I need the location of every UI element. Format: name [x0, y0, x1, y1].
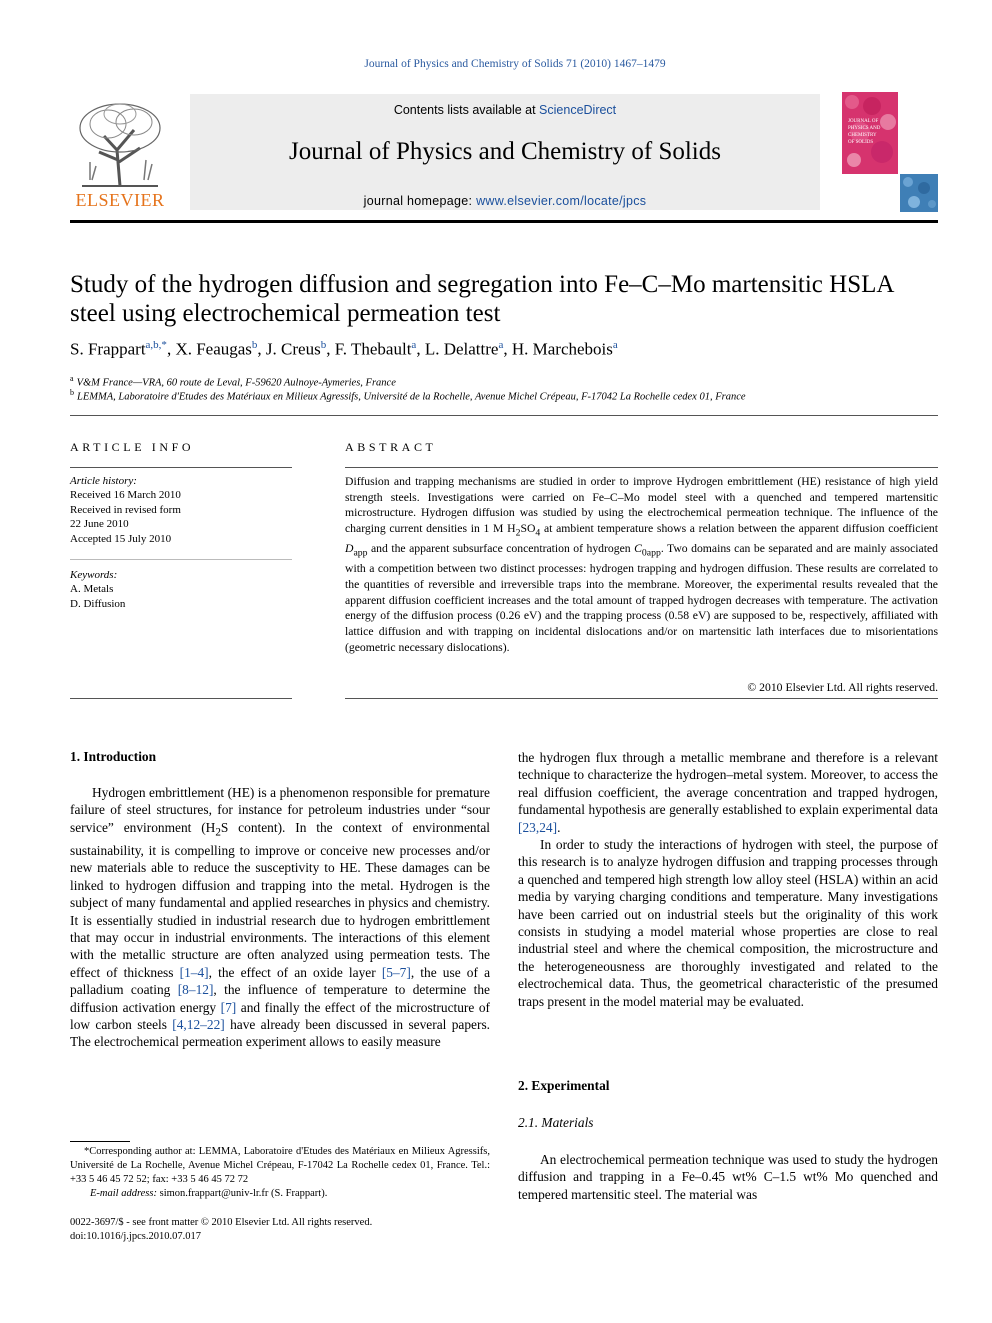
- abstract-subscript: 2: [515, 527, 521, 539]
- footnote-email-line: [70, 1187, 490, 1201]
- abstract-copyright: © 2010 Elsevier Ltd. All rights reserved.: [747, 681, 938, 694]
- author-affiliation-mark[interactable]: a: [612, 339, 618, 351]
- author-affiliation-mark[interactable]: a: [411, 339, 417, 351]
- author-name[interactable]: F. Thebault: [334, 339, 412, 359]
- text-run: .: [557, 819, 561, 835]
- text-run: , the effect of an oxide layer: [208, 964, 382, 980]
- homepage-prefix: journal homepage:: [363, 194, 477, 208]
- text-run: and finally the effect of the microstructure of low carbon steels: [70, 999, 491, 1032]
- journal-banner: [190, 94, 820, 210]
- keyword-item: D. Diffusion: [70, 597, 126, 610]
- abstract-part: SO: [520, 522, 536, 536]
- author-affiliation-mark[interactable]: b: [320, 339, 327, 351]
- svg-text:CHEMISTRY: CHEMISTRY: [848, 133, 877, 138]
- email-address[interactable]: simon.frappart@univ-lr.fr (S. Frappart).: [159, 1188, 328, 1199]
- elsevier-logo[interactable]: [70, 100, 170, 212]
- history-item: Received in revised form: [70, 503, 181, 516]
- affiliation-rule: [70, 415, 938, 416]
- contents-prefix: Contents lists available at: [393, 103, 540, 117]
- elsevier-tree-icon: [74, 100, 166, 188]
- experimental-heading: 2. Experimental: [518, 1078, 610, 1093]
- keyword-item: A. Metals: [70, 583, 114, 596]
- homepage-link[interactable]: www.elsevier.com/locate/jpcs: [476, 194, 647, 208]
- history-item: Accepted 15 July 2010: [70, 532, 172, 545]
- affiliation-text: V&M France—VRA, 60 route de Leval, F-59620 Aulnoye-Aymeries, France: [76, 377, 396, 389]
- right-column: [518, 749, 938, 1010]
- abstract-subscript: app: [353, 547, 368, 559]
- left-column: [70, 784, 490, 1051]
- materials-paragraph: An electrochemical permeation technique was used to study the hydrogen diffusion and trapping in a Fe–0.45 wt% C–1.5 wt% Mo quenched and tempered martensitic steel. The material was: [518, 1152, 938, 1202]
- introduction-heading: 1. Introduction: [70, 749, 157, 764]
- keywords-label: Keywords:: [70, 569, 118, 581]
- author-list: S. Frappart$^{a,b,*}$, X. Feaugas$^b$, J. Creus$^b$, F. Thebault$^a$, L. Delattre$^a$, H. Marchebois$^a$: [70, 339, 618, 359]
- front-matter: [70, 1216, 372, 1244]
- citation-link[interactable]: [7]: [220, 999, 237, 1015]
- abstract-text: [345, 474, 938, 655]
- text-run: , the influence of temperature to determine the diffusion activation energy: [70, 982, 490, 1015]
- materials-column: [518, 1151, 938, 1203]
- email-label: E-mail address:: [90, 1188, 160, 1199]
- article-info-rule: [70, 467, 292, 468]
- article-history: [70, 474, 181, 546]
- doi-line[interactable]: doi:10.1016/j.jpcs.2010.07.017: [70, 1231, 201, 1242]
- abstract-part: at ambient temperature shows a relation between the apparent diffusion coefficient: [540, 522, 938, 536]
- footnote-mark: *: [84, 1146, 90, 1157]
- footnote-text: Corresponding author at: LEMMA, Laboratoire d'Etudes des Matériaux en Milieux Agressifs, Université de La Rochelle, Avenue Michel Crépeau, F-17042 La Rochelle cedex 01, France. Tel.: +33 5 46 45 72 52; fax: +33 5 46 45 72 72: [70, 1146, 490, 1185]
- journal-cover-image[interactable]: [842, 92, 938, 212]
- sciencedirect-link[interactable]: ScienceDirect: [539, 103, 617, 117]
- elsevier-wordmark: ELSEVIER: [75, 190, 165, 210]
- citation-link[interactable]: [23,24]: [518, 819, 558, 835]
- text-run: S content). In the context of environmental sustainability, it is compelling to improve or conceive new processes and/or new materials able to reduce the susceptivity to HE. These damages can be linked to hydrogen diffusion and trapping into the metal. Hydrogen is the subject of many fundamental and applied researches in physics and chemistry. It is essentially studied in industrial research due to hydrogen embrittlement that may occur in industrial environments. The interactions of this element with the metallic structure are often analyzed using permeation tests. The effect of thickness: [70, 819, 490, 980]
- footnote-text-line: [70, 1145, 490, 1187]
- author-affiliation-mark[interactable]: a,b,*: [145, 339, 167, 351]
- abstract-end-rule: [345, 698, 938, 699]
- journal-name: Journal of Physics and Chemistry of Solids: [289, 138, 721, 165]
- affiliation-text: LEMMA, Laboratoire d'Etudes des Matériaux en Milieux Agressifs, Université de la Rochelle, Avenue Michel Crépeau, F-17042 La Rochelle cedex 01, France: [77, 391, 746, 403]
- corresponding-author-footnote: [70, 1145, 490, 1201]
- author-name[interactable]: L. Delattre: [424, 339, 499, 359]
- author-name[interactable]: H. Marchebois: [511, 339, 613, 359]
- header-rule: [70, 220, 938, 223]
- article-info-divider: [70, 559, 292, 560]
- article-title: Study of the hydrogen diffusion and segregation into Fe–C–Mo martensitic HSLA steel using electrochemical permeation test: [70, 271, 894, 327]
- text-run: , the use of a palladium coating: [70, 964, 491, 998]
- abstract-part: and the apparent subsurface concentration of hydrogen: [367, 542, 635, 556]
- citation-link[interactable]: [1–4]: [179, 964, 209, 980]
- affiliation-a: [70, 374, 938, 389]
- abstract-part: . Two domains can be separated and are mainly associated with a competition between two distinct processes: hydrogen trapping and hydrogen diffusion. These results are correlated to the quantities of reversible and irreversible traps into the membrane. Moreover, the experimental results revealed that the apparent diffusion coefficient increases and the total amount of trapped hydrogen decreases with temperature. The activation energy of the diffusion process (0.26 eV) and the trapping process (0.58 eV) are supposed to be, respectively, affiliated with lattice diffusion and with trapping on incidental dislocations and/or on martensitic lath interfaces due to misorientations (geometric necessary dislocations).: [345, 542, 938, 654]
- article-info-end-rule: [70, 698, 292, 699]
- abstract-variable: D: [345, 542, 354, 556]
- author-affiliation-mark[interactable]: a: [498, 339, 504, 351]
- history-item: 22 June 2010: [70, 518, 129, 531]
- abstract-subscript: 0app: [641, 547, 661, 559]
- author-name[interactable]: J. Creus: [265, 339, 321, 359]
- materials-heading: 2.1. Materials: [518, 1115, 594, 1130]
- text-run: the hydrogen flux through a metallic membrane and therefore is a relevant technique to characterize the hydrogen–metal system. Moreover, to access the real diffusion coefficient, the average concentration and trapped hydrogen, fundamental hypothesis are generally established to explain experimental data: [518, 750, 938, 818]
- footnote-rule: [70, 1141, 130, 1142]
- abstract-heading: ABSTRACT: [345, 440, 437, 454]
- keywords: [70, 568, 125, 611]
- intro-paragraph-continued: [518, 749, 938, 836]
- svg-text:OF SOLIDS: OF SOLIDS: [848, 140, 874, 145]
- article-info-heading: ARTICLE INFO: [70, 440, 195, 454]
- citation-link[interactable]: [5–7]: [381, 964, 411, 980]
- author-name[interactable]: S. Frappart: [70, 339, 146, 359]
- affiliation-mark: b: [70, 388, 74, 397]
- text-run: Hydrogen embrittlement (HE) is a phenomenon responsible for premature failure of steel structures, for instance for petroleum industries under “sour service” environment (H: [70, 785, 490, 835]
- contents-line: [190, 103, 820, 117]
- citation-link[interactable]: [8–12]: [177, 982, 214, 998]
- author-name[interactable]: X. Feaugas: [175, 339, 252, 359]
- journal-citation[interactable]: Journal of Physics and Chemistry of Solids 71 (2010) 1467–1479: [364, 58, 666, 70]
- history-label: Article history:: [70, 475, 137, 487]
- abstract-subscript: 4: [535, 527, 541, 539]
- homepage-line: [190, 194, 820, 208]
- text-run: have already been discussed in several papers. The electrochemical permeation experiment allows to easily measure: [70, 1016, 491, 1050]
- svg-text:PHYSICS AND: PHYSICS AND: [848, 126, 881, 131]
- issn-line: 0022-3697/$ - see front matter © 2010 Elsevier Ltd. All rights reserved.: [70, 1217, 373, 1228]
- intro-paragraph: [70, 784, 490, 1051]
- intro-paragraph: In order to study the interactions of hydrogen with steel, the purpose of this research is to analyze hydrogen diffusion and trapping processes through a quenched and tempered high strength low alloy steel (HSLA) within an acid media by varying charging conditions and temperature. Many investigations have been carried out on industrial steels but the originality of this work consists in studying a model material whose properties are close to real industrial steel and where the chemical composition, the microstructure and the heterogeneousness are thoroughly investigated and related to the electrochemical data. Thus, the geometrical characteristic of the presumed traps present in the model material may be evaluated.: [518, 837, 938, 1009]
- abstract-variable: C: [634, 542, 642, 556]
- svg-text:JOURNAL OF: JOURNAL OF: [848, 119, 879, 124]
- citation-link[interactable]: [4,12–22]: [172, 1016, 225, 1032]
- abstract-part: Diffusion and trapping mechanisms are studied in order to improve Hydrogen embrittlement (HE) resistance of high yield strength steels. Investigations were carried on Fe–C–Mo model steel with a quenched and tempered martensitic microstructure. Hydrogen diffusion was studied by using the electrochemical permeation technique. The influence of the charging current densities in 1 M H: [345, 475, 938, 536]
- affiliation-mark: a: [70, 374, 74, 383]
- history-item: Received 16 March 2010: [70, 489, 181, 502]
- affiliation-b: [70, 388, 938, 403]
- author-affiliation-mark[interactable]: b: [251, 339, 258, 351]
- abstract-rule: [345, 467, 938, 468]
- subscript: 2: [215, 826, 221, 839]
